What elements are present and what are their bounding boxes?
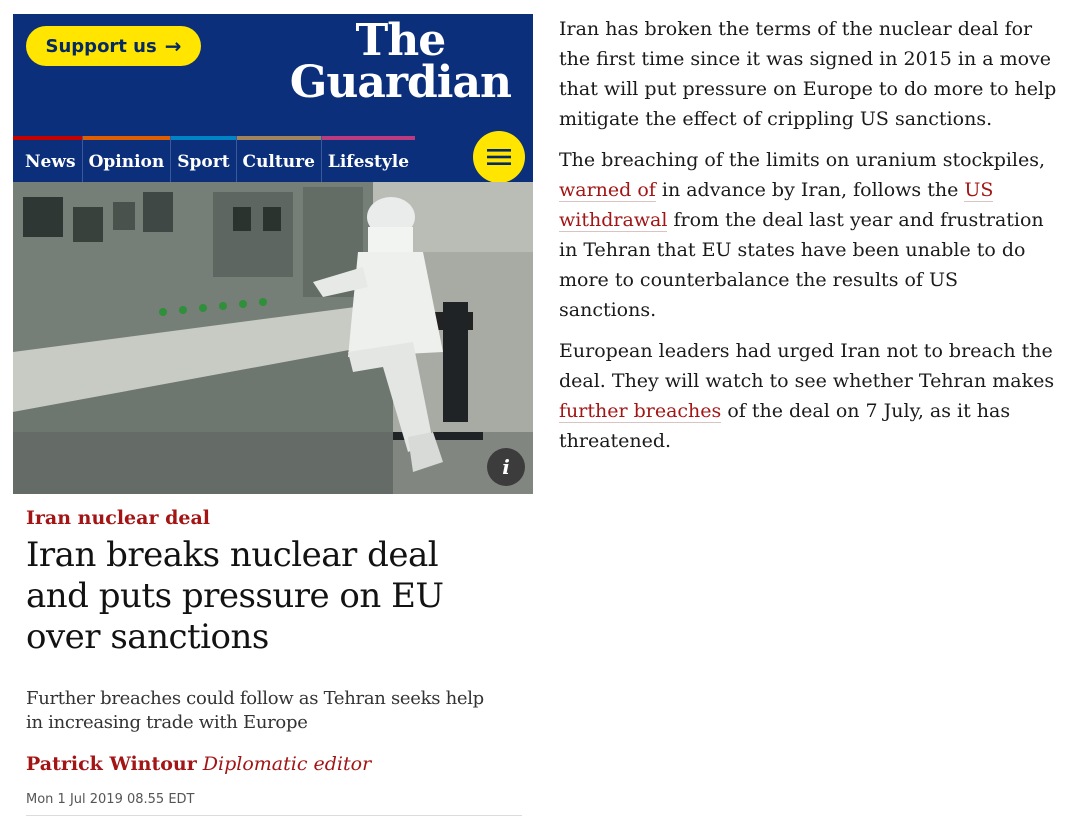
main-nav <box>13 136 533 182</box>
nuclear-control-room-image <box>13 182 533 494</box>
image-info-button[interactable]: i <box>487 448 525 486</box>
link-further-breaches[interactable]: further breaches <box>559 400 722 422</box>
nav-item-sport[interactable] <box>171 136 236 182</box>
paragraph-1: Iran has broken the terms of the nuclear deal for the first time since it was signed in 2015 in a move that will put pressure on Europe to do more to help mitigate the effect of crippling US sanctions. <box>559 18 1057 130</box>
nav-accent-sport <box>171 136 235 140</box>
article-standfirst: Further breaches could follow as Tehran seeks help in increasing trade with Europe <box>26 688 484 733</box>
logo-line-2: Guardian <box>289 56 511 108</box>
publish-date: Mon 1 Jul 2019 08.55 EDT <box>26 792 195 807</box>
menu-button[interactable] <box>473 131 525 183</box>
logo-line-1: The <box>355 15 446 66</box>
nav-label-opinion: Opinion <box>88 152 165 172</box>
divider <box>26 815 522 816</box>
nav-accent-opinion <box>83 136 171 140</box>
article-screenshot <box>13 14 533 494</box>
p3-text-a: European leaders had urged Iran not to breach the deal. They will watch to see whether Tehran makes <box>559 340 1055 392</box>
nav-label-culture: Culture <box>242 152 315 172</box>
nav-item-opinion[interactable] <box>83 136 172 182</box>
nav-item-lifestyle[interactable] <box>322 136 415 182</box>
p2-text-c: from the deal last year and frustration in Tehran that EU states have been unable to do more to counterbalance the results of US sanctions. <box>559 209 1044 321</box>
nav-item-news[interactable] <box>13 136 83 182</box>
nav-accent-lifestyle <box>322 136 415 140</box>
guardian-logo[interactable] <box>289 15 511 108</box>
paragraph-2 <box>559 145 1059 325</box>
nav-label-sport: Sport <box>177 152 230 172</box>
p3-text-b: of the deal on 7 July, as it has threatened. <box>559 400 1011 452</box>
byline <box>26 753 371 775</box>
support-us-label: Support us <box>45 35 157 57</box>
article-body <box>559 14 1059 467</box>
section-kicker[interactable]: Iran nuclear deal <box>26 507 210 529</box>
masthead <box>13 14 533 136</box>
p2-text-a: The breaching of the limits on uranium stockpiles, <box>559 149 1046 171</box>
support-us-button[interactable] <box>26 26 201 66</box>
nav-label-news: News <box>25 152 76 172</box>
p2-text-b: in advance by Iran, follows the <box>655 179 965 201</box>
nav-label-lifestyle: Lifestyle <box>327 152 410 172</box>
author-role: Diplomatic editor <box>202 753 372 775</box>
link-warned-of[interactable]: warned of <box>559 179 656 201</box>
arrow-right-icon: → <box>164 34 182 58</box>
hamburger-icon <box>487 147 511 167</box>
paragraph-3 <box>559 336 1059 456</box>
nav-accent-news <box>13 136 82 140</box>
author-name[interactable]: Patrick Wintour <box>26 753 197 775</box>
article-photo[interactable] <box>13 182 533 494</box>
nav-accent-culture <box>237 136 321 140</box>
article-headline: Iran breaks nuclear deal and puts pressure on EU over sanctions <box>26 535 444 657</box>
nav-item-culture[interactable] <box>237 136 322 182</box>
link-us-withdrawal[interactable]: US withdrawal <box>559 179 994 231</box>
